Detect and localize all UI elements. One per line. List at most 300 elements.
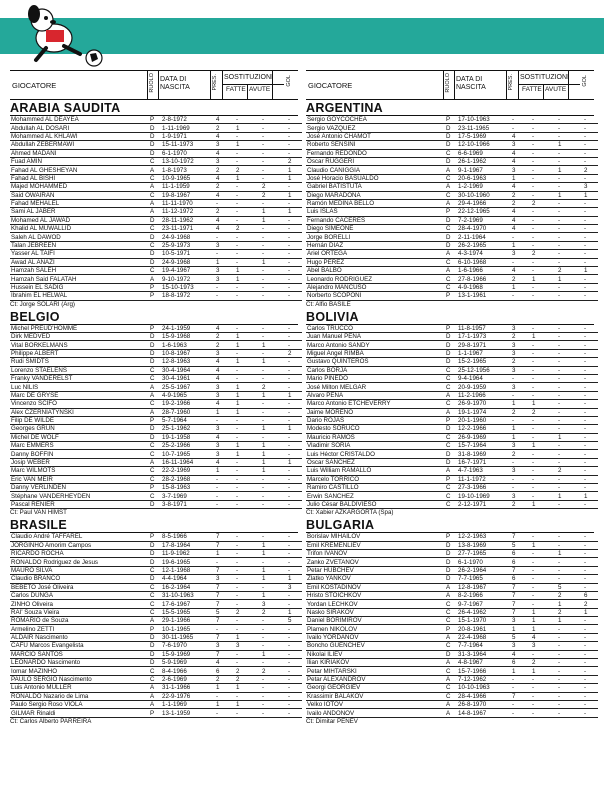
player-goals: - <box>287 216 302 224</box>
player-appearances: 3 <box>215 450 235 458</box>
table-row <box>306 608 598 616</box>
player-birthdate: 4-7-1963 <box>457 467 511 475</box>
table-row <box>306 408 598 416</box>
player-goals: - <box>287 659 302 667</box>
player-subs-made: - <box>235 416 261 424</box>
player-subs-made: - <box>235 541 261 549</box>
table-row <box>10 650 302 658</box>
player-birthdate: 6-1-1970 <box>161 149 215 157</box>
player-subs-received: - <box>261 675 287 683</box>
table-row <box>306 642 598 650</box>
player-subs-received: - <box>557 533 583 541</box>
player-subs-made: 1 <box>235 450 261 458</box>
player-name: Daniel BORIMIROV <box>306 617 445 625</box>
player-subs-made: 3 <box>531 642 557 650</box>
player-goals: - <box>287 141 302 149</box>
player-subs-made: 1 <box>235 267 261 275</box>
player-birthdate: 14-8-1967 <box>457 709 511 717</box>
player-birthdate: 30-10-1960 <box>457 191 511 199</box>
player-birthdate: 26-9-1969 <box>457 433 511 441</box>
player-subs-made: - <box>235 500 261 508</box>
player-subs-made: - <box>531 575 557 583</box>
player-goals: - <box>583 484 598 492</box>
player-goals: 1 <box>287 208 302 216</box>
table-row <box>10 283 302 291</box>
player-goals: - <box>583 709 598 717</box>
header-pres: PRES. <box>508 74 514 91</box>
header-band <box>0 0 604 62</box>
player-name: Abel BALBO <box>306 267 445 275</box>
player-name: Fahad AL BISHI <box>10 174 149 182</box>
player-role: A <box>445 183 457 191</box>
player-goals: 1 <box>583 608 598 616</box>
player-role: D <box>445 241 457 249</box>
coach-line: Ct: Xabier AZKARGORTA (Spa) <box>306 509 394 517</box>
player-goals: - <box>583 701 598 709</box>
table-row <box>10 675 302 683</box>
table-row <box>10 149 302 157</box>
player-role: A <box>445 583 457 591</box>
player-subs-made: 1 <box>531 617 557 625</box>
player-name: Eric VAN MEIR <box>10 475 149 483</box>
player-appearances: 4 <box>511 132 531 140</box>
player-subs-received: - <box>557 408 583 416</box>
player-name: Fahad MEHALEL <box>10 199 149 207</box>
player-appearances: 4 <box>511 183 531 191</box>
player-birthdate: 28-7-1960 <box>161 408 215 416</box>
player-birthdate: 26-2-1965 <box>457 241 511 249</box>
player-name: Carlos DUNGA <box>10 591 149 599</box>
player-birthdate: 7-7-1965 <box>457 575 511 583</box>
player-appearances: - <box>511 124 531 132</box>
coach-line: Ct: Jorge SOLARI (Arg) <box>10 300 75 308</box>
player-subs-made: 1 <box>531 541 557 549</box>
player-role: D <box>149 433 161 441</box>
player-goals: - <box>287 450 302 458</box>
player-role: A <box>445 709 457 717</box>
player-appearances: 1 <box>215 467 235 475</box>
player-goals: 1 <box>287 458 302 466</box>
player-birthdate: 26-1-1962 <box>457 157 511 165</box>
player-appearances: 7 <box>511 533 531 541</box>
player-role: C <box>445 684 457 692</box>
table-row <box>10 292 302 300</box>
player-name: Diego MARADONA <box>306 191 445 199</box>
player-birthdate: 12-10-1966 <box>457 141 511 149</box>
player-birthdate: 23-11-1971 <box>161 225 215 233</box>
player-appearances: 3 <box>511 349 531 357</box>
player-subs-made: - <box>531 416 557 424</box>
player-birthdate: 5-9-1969 <box>161 659 215 667</box>
player-subs-received: - <box>557 642 583 650</box>
player-subs-made: - <box>531 675 557 683</box>
player-appearances: 4 <box>215 458 235 466</box>
player-goals: 2 <box>583 600 598 608</box>
player-role: D <box>445 141 457 149</box>
player-appearances: 1 <box>215 684 235 692</box>
player-goals: - <box>287 116 302 124</box>
player-goals: 3 <box>583 183 598 191</box>
player-subs-made: - <box>531 208 557 216</box>
player-goals: 2 <box>287 157 302 165</box>
table-row <box>306 349 598 357</box>
player-subs-made: - <box>235 492 261 500</box>
table-row <box>10 349 302 357</box>
player-subs-received: - <box>261 141 287 149</box>
player-role: A <box>149 199 161 207</box>
player-role: C <box>149 675 161 683</box>
player-appearances: - <box>215 475 235 483</box>
player-subs-made: - <box>531 566 557 574</box>
table-row <box>10 233 302 241</box>
player-birthdate: 8-2-1966 <box>457 591 511 599</box>
player-birthdate: 8-4-1966 <box>161 667 215 675</box>
player-subs-made: - <box>531 191 557 199</box>
header-pres: PRES. <box>212 74 218 91</box>
table-row <box>306 233 598 241</box>
table-row <box>306 391 598 399</box>
player-subs-made: - <box>531 325 557 333</box>
header-ruolo: RUOLO <box>445 73 451 93</box>
player-appearances: 1 <box>511 241 531 249</box>
player-appearances: 2 <box>511 332 531 340</box>
player-subs-received: 1 <box>261 575 287 583</box>
player-birthdate: 20-6-1963 <box>457 174 511 182</box>
player-role: C <box>149 442 161 450</box>
player-subs-received: 3 <box>261 600 287 608</box>
player-subs-received: - <box>261 492 287 500</box>
player-birthdate: 4-8-1967 <box>457 659 511 667</box>
player-subs-received: 1 <box>557 617 583 625</box>
player-appearances: 1 <box>511 667 531 675</box>
player-role: C <box>445 642 457 650</box>
player-goals: - <box>583 533 598 541</box>
player-birthdate: 19-1-1974 <box>457 408 511 416</box>
player-subs-made: 1 <box>531 667 557 675</box>
player-subs-made: 2 <box>531 250 557 258</box>
player-birthdate: 15-9-1968 <box>161 332 215 340</box>
player-birthdate: 9-10-1972 <box>161 275 215 283</box>
player-subs-received: - <box>557 233 583 241</box>
player-subs-made: - <box>235 591 261 599</box>
player-name: Saleh AL DAWOD <box>10 233 149 241</box>
table-row <box>10 458 302 466</box>
player-subs-made: - <box>531 267 557 275</box>
player-goals: - <box>287 709 302 717</box>
table-row <box>10 241 302 249</box>
player-goals: - <box>583 358 598 366</box>
player-role: A <box>149 275 161 283</box>
player-subs-made: - <box>531 225 557 233</box>
player-appearances: - <box>511 675 531 683</box>
player-name: Rudi SMIDTS <box>10 358 149 366</box>
table-row <box>10 358 302 366</box>
player-subs-made: - <box>531 358 557 366</box>
table-row <box>10 332 302 340</box>
player-goals: - <box>583 241 598 249</box>
player-goals: - <box>583 149 598 157</box>
player-name: Roberto SENSINI <box>306 141 445 149</box>
player-name: Sergio VAZQUEZ <box>306 124 445 132</box>
player-appearances: 3 <box>511 325 531 333</box>
player-role: D <box>445 233 457 241</box>
player-name: Gabriel BATISTUTA <box>306 183 445 191</box>
player-subs-received: - <box>261 199 287 207</box>
player-appearances: 4 <box>215 325 235 333</box>
player-appearances: - <box>215 625 235 633</box>
player-name: Armelino ZETTI <box>10 625 149 633</box>
player-subs-received: - <box>557 458 583 466</box>
player-appearances: 1 <box>215 701 235 709</box>
player-subs-received: - <box>557 701 583 709</box>
player-subs-received: - <box>261 625 287 633</box>
table-row <box>10 541 302 549</box>
player-role: C <box>149 467 161 475</box>
player-subs-received: - <box>557 692 583 700</box>
player-birthdate: 24-9-1968 <box>161 258 215 266</box>
player-birthdate: 28-11-1962 <box>161 216 215 224</box>
player-name: Alejandro MANCUSO <box>306 283 445 291</box>
player-birthdate: 11-1-1959 <box>161 183 215 191</box>
player-subs-made: 2 <box>235 667 261 675</box>
header-giocatore: GIOCATORE <box>308 81 353 90</box>
player-appearances: 3 <box>215 275 235 283</box>
player-birthdate: 17-8-1964 <box>161 541 215 549</box>
player-subs-made: 1 <box>235 442 261 450</box>
player-goals: - <box>287 692 302 700</box>
table-row <box>10 250 302 258</box>
player-subs-received: - <box>557 199 583 207</box>
player-appearances: 7 <box>215 533 235 541</box>
player-appearances: - <box>511 258 531 266</box>
player-birthdate: 30-4-1961 <box>161 374 215 382</box>
player-appearances: 1 <box>511 425 531 433</box>
player-role: P <box>445 292 457 300</box>
player-subs-received: 1 <box>557 433 583 441</box>
table-row <box>306 533 598 541</box>
player-subs-made: - <box>531 149 557 157</box>
player-name: Carlos BORJA <box>306 366 445 374</box>
player-subs-received: - <box>557 116 583 124</box>
player-name: Ramiro CASTILLO <box>306 484 445 492</box>
player-role: D <box>445 650 457 658</box>
player-goals: - <box>287 650 302 658</box>
player-subs-made: - <box>235 349 261 357</box>
table-row <box>306 366 598 374</box>
player-subs-made: - <box>235 484 261 492</box>
player-subs-made: - <box>235 191 261 199</box>
player-birthdate: 12-1-1968 <box>161 566 215 574</box>
table-row <box>306 374 598 382</box>
table-row <box>306 157 598 165</box>
player-subs-made: - <box>531 458 557 466</box>
player-subs-received: 1 <box>557 166 583 174</box>
player-name: Talan JEBREEN <box>10 241 149 249</box>
player-goals: - <box>583 575 598 583</box>
player-subs-made: 1 <box>531 400 557 408</box>
player-appearances: 3 <box>215 383 235 391</box>
player-name: Erwin SANCHEZ <box>306 492 445 500</box>
player-goals: - <box>287 467 302 475</box>
table-row <box>306 199 598 207</box>
player-goals: - <box>583 325 598 333</box>
player-subs-made: 1 <box>235 275 261 283</box>
player-appearances: - <box>511 701 531 709</box>
player-goals: - <box>583 199 598 207</box>
player-name: Luis Héctor CRISTALDO <box>306 450 445 458</box>
player-goals: - <box>583 332 598 340</box>
player-role: A <box>445 199 457 207</box>
player-goals: - <box>287 241 302 249</box>
player-appearances: - <box>511 292 531 300</box>
table-row <box>306 283 598 291</box>
player-birthdate: 22-2-1969 <box>161 467 215 475</box>
player-name: Stéphane VANDERHEYDEN <box>10 492 149 500</box>
player-subs-received: 2 <box>557 591 583 599</box>
player-birthdate: 3-8-1971 <box>161 500 215 508</box>
player-role: P <box>445 625 457 633</box>
player-birthdate: 15-7-1964 <box>457 442 511 450</box>
player-subs-received: - <box>557 541 583 549</box>
player-goals: - <box>287 442 302 450</box>
player-name: Danny VERLINDEN <box>10 484 149 492</box>
player-name: Fahad AL GHESHEYAN <box>10 166 149 174</box>
player-subs-made: 1 <box>235 633 261 641</box>
player-goals: - <box>583 442 598 450</box>
player-appearances: 4 <box>215 433 235 441</box>
player-subs-made: - <box>235 183 261 191</box>
player-goals: - <box>583 633 598 641</box>
header-gol: GOL <box>582 75 588 87</box>
player-appearances: - <box>215 199 235 207</box>
player-subs-made: 1 <box>235 358 261 366</box>
player-appearances: - <box>215 492 235 500</box>
player-birthdate: 15-1-1970 <box>457 617 511 625</box>
table-row <box>306 500 598 508</box>
player-birthdate: 1-6-1966 <box>457 267 511 275</box>
player-name: Modesto SORUCO <box>306 425 445 433</box>
table-row <box>10 558 302 566</box>
player-role: C <box>445 400 457 408</box>
player-birthdate: 2-6-1969 <box>161 675 215 683</box>
player-appearances: 1 <box>511 400 531 408</box>
player-name: Marc WILMOTS <box>10 467 149 475</box>
player-goals: - <box>287 275 302 283</box>
player-role: P <box>445 325 457 333</box>
player-goals: - <box>287 533 302 541</box>
player-role: D <box>149 216 161 224</box>
player-goals: - <box>287 358 302 366</box>
player-goals: - <box>583 141 598 149</box>
player-goals: - <box>287 675 302 683</box>
header-fatte: FATTE <box>226 86 246 93</box>
player-goals: - <box>583 275 598 283</box>
player-role: P <box>149 116 161 124</box>
player-name: Ariel ORTEGA <box>306 250 445 258</box>
player-birthdate: 10-5-1971 <box>161 250 215 258</box>
player-role: D <box>445 558 457 566</box>
player-subs-made: - <box>531 684 557 692</box>
player-goals: - <box>287 400 302 408</box>
player-birthdate: 13-8-1969 <box>457 541 511 549</box>
player-goals: - <box>583 116 598 124</box>
player-subs-made: - <box>235 600 261 608</box>
player-role: C <box>445 608 457 616</box>
player-name: Paulo Sergio Roso VIOLA <box>10 701 149 709</box>
table-row <box>10 492 302 500</box>
player-subs-received: - <box>557 216 583 224</box>
player-appearances: 7 <box>511 566 531 574</box>
player-appearances: 6 <box>215 667 235 675</box>
player-name: Leonardo RODRIGUEZ <box>306 275 445 283</box>
player-role: D <box>149 558 161 566</box>
player-role: C <box>149 492 161 500</box>
player-birthdate: 15-5-1965 <box>161 608 215 616</box>
player-birthdate: 7-12-1962 <box>457 675 511 683</box>
table-row <box>306 433 598 441</box>
player-role: P <box>149 325 161 333</box>
player-goals: 3 <box>287 583 302 591</box>
table-row <box>10 450 302 458</box>
table-row <box>10 684 302 692</box>
player-role: A <box>149 701 161 709</box>
table-row <box>10 258 302 266</box>
table-row <box>306 132 598 140</box>
player-subs-made: 1 <box>531 332 557 340</box>
player-birthdate: 31-1-1966 <box>161 684 215 692</box>
player-birthdate: 27-8-1966 <box>457 275 511 283</box>
player-subs-received: 1 <box>261 549 287 557</box>
player-subs-made: - <box>531 475 557 483</box>
player-subs-received: - <box>557 675 583 683</box>
player-goals: 5 <box>287 617 302 625</box>
player-subs-made: 1 <box>235 124 261 132</box>
player-subs-received: - <box>557 174 583 182</box>
player-goals: 6 <box>583 591 598 599</box>
table-row <box>306 709 598 717</box>
player-birthdate: 26-9-1970 <box>457 400 511 408</box>
player-subs-received: 1 <box>261 450 287 458</box>
player-goals: - <box>287 416 302 424</box>
player-subs-received: - <box>261 484 287 492</box>
player-goals: - <box>583 374 598 382</box>
player-subs-made: - <box>235 233 261 241</box>
player-name: Luis William RAMALLO <box>306 467 445 475</box>
player-birthdate: 17-5-1969 <box>457 132 511 140</box>
player-subs-made: 2 <box>235 225 261 233</box>
player-role: C <box>149 583 161 591</box>
header-avute: AVUTE <box>545 86 567 93</box>
player-role: C <box>149 591 161 599</box>
player-birthdate: 22-12-1965 <box>457 208 511 216</box>
player-subs-received: - <box>557 349 583 357</box>
player-table <box>10 116 302 301</box>
player-subs-received: - <box>261 124 287 132</box>
player-name: Michel DE WOLF <box>10 433 149 441</box>
player-subs-made: - <box>531 283 557 291</box>
player-goals: - <box>583 366 598 374</box>
player-goals: - <box>583 225 598 233</box>
table-row <box>306 325 598 333</box>
player-birthdate: 4-9-1965 <box>161 391 215 399</box>
player-birthdate: 1-11-1969 <box>161 124 215 132</box>
player-goals: - <box>583 667 598 675</box>
player-subs-made: - <box>235 458 261 466</box>
player-goals: - <box>583 642 598 650</box>
player-subs-received: - <box>261 408 287 416</box>
player-subs-made: 1 <box>235 408 261 416</box>
player-goals: - <box>583 617 598 625</box>
